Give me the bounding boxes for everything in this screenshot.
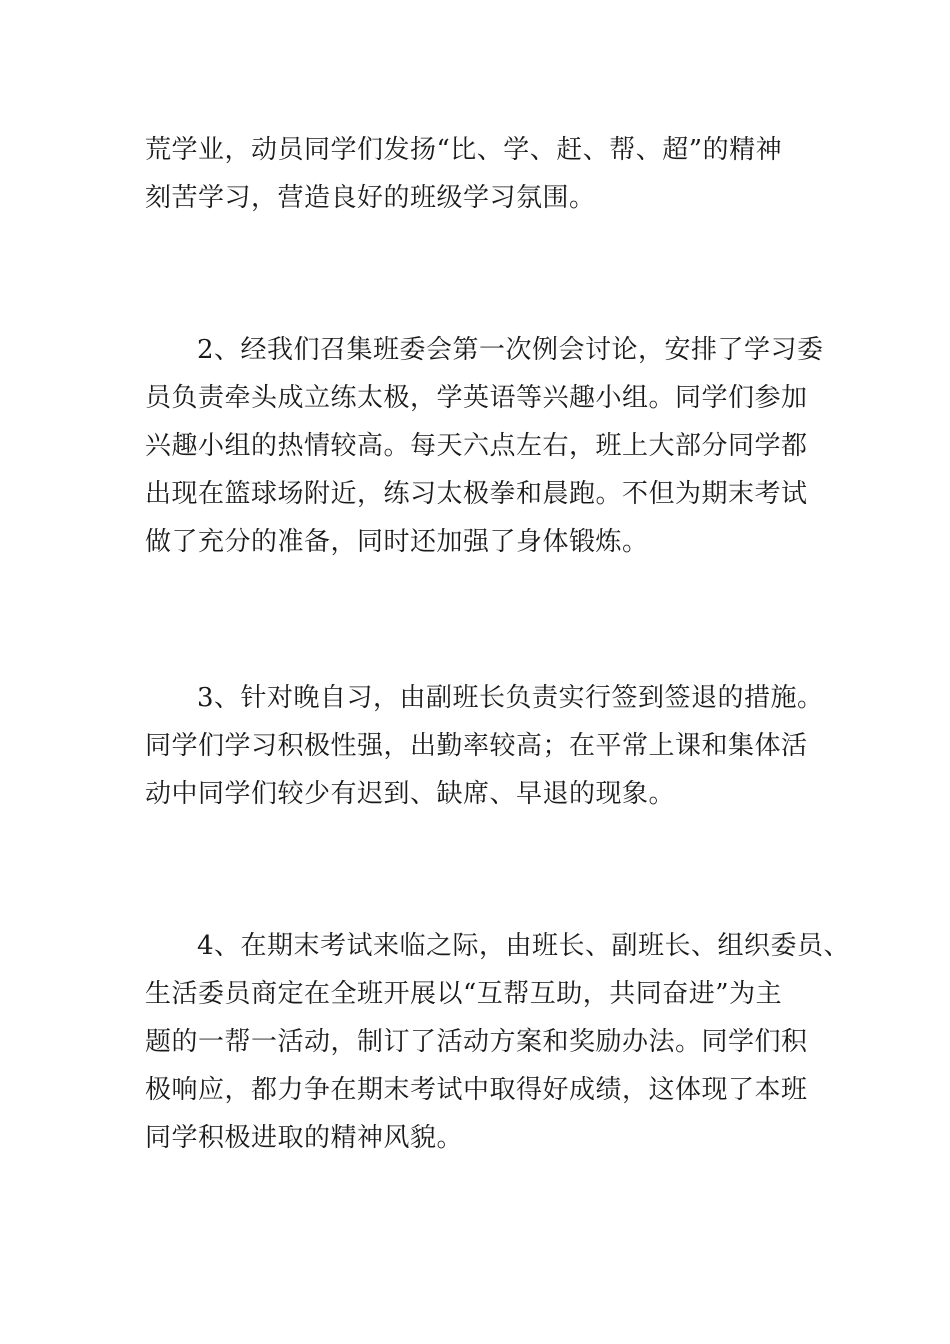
text-line: 2、经我们召集班委会第一次例会讨论，安排了学习委 [197, 335, 824, 365]
paragraph-2 [145, 326, 825, 566]
text-line: 动中同学们较少有迟到、缺席、早退的现象。 [145, 779, 676, 809]
text-line: 生活委员商定在全班开展以“互帮互助，共同奋进”为主 [145, 979, 783, 1009]
text-line: 做了充分的准备，同时还加强了身体锻炼。 [145, 527, 649, 557]
text-line: 兴趣小组的热情较高。每天六点左右，班上大部分同学都 [145, 431, 808, 461]
text-line: 荒学业，动员同学们发扬“比、学、赶、帮、超”的精神 [145, 135, 783, 165]
text-line: 员负责牵头成立练太极，学英语等兴趣小组。同学们参加 [145, 383, 808, 413]
paragraph-4 [145, 922, 851, 1162]
text-line: 出现在篮球场附近，练习太极拳和晨跑。不但为期末考试 [145, 479, 808, 509]
paragraph-1 [145, 126, 825, 222]
text-line: 同学们学习积极性强，出勤率较高；在平常上课和集体活 [145, 731, 808, 761]
text-line: 题的一帮一活动，制订了活动方案和奖励办法。同学们积 [145, 1027, 808, 1057]
text-line: 4、在期末考试来临之际，由班长、副班长、组织委员、 [197, 931, 851, 961]
text-line: 3、针对晚自习，由副班长负责实行签到签退的措施。 [197, 683, 824, 713]
text-line: 极响应，都力争在期末考试中取得好成绩，这体现了本班 [145, 1075, 808, 1105]
paragraph-3 [145, 674, 825, 818]
text-line: 同学积极进取的精神风貌。 [145, 1123, 464, 1153]
text-line: 刻苦学习，营造良好的班级学习氛围。 [145, 183, 596, 213]
